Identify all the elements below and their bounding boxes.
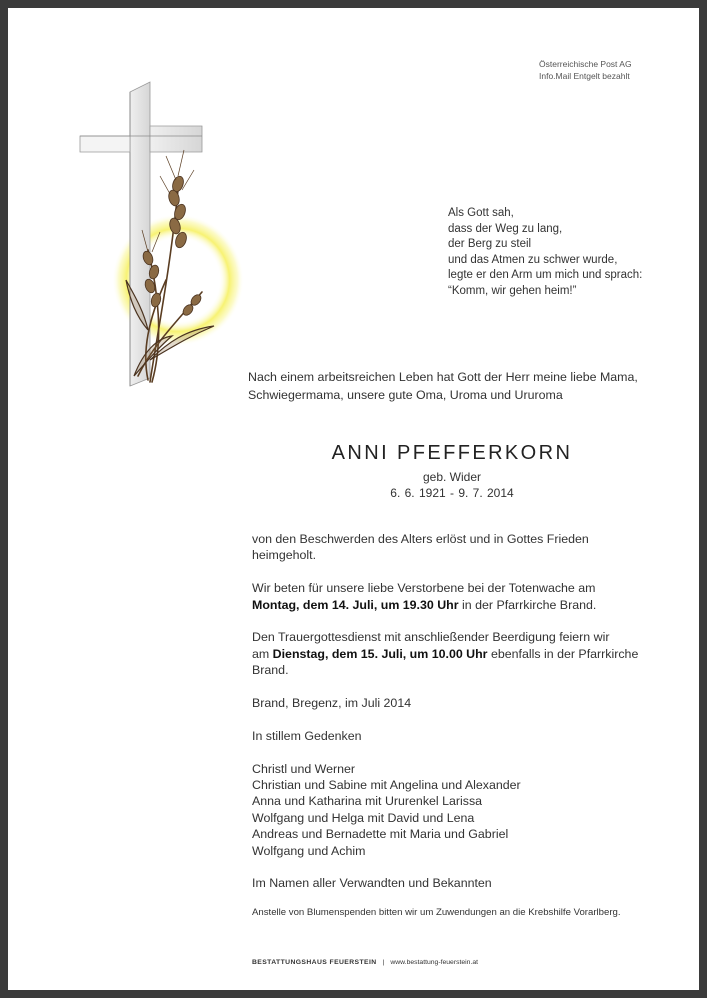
- funeral-date: Dienstag, dem 15. Juli, um 10.00 Uhr: [272, 646, 488, 661]
- cross-with-wheat-icon: [78, 80, 278, 390]
- funeral-line: Den Trauergottesdienst mit anschließender Beerdigung feiern wir: [252, 630, 610, 645]
- wake-location: in der Pfarrkirche Brand.: [458, 597, 597, 612]
- released-line: von den Beschwerden des Alters erlöst und in Gottes Frieden: [252, 532, 589, 546]
- maiden-name: geb. Wider: [422, 470, 482, 484]
- closing-line: Im Namen aller Verwandten und Bekannten: [252, 876, 492, 891]
- footer-url[interactable]: www.bestattung-feuerstein.at: [390, 959, 478, 966]
- poem: [448, 206, 642, 299]
- poem-line: und das Atmen zu schwer wurde,: [448, 253, 618, 266]
- remembrance: In stillem Gedenken: [252, 728, 362, 743]
- announcement-body: [252, 531, 657, 892]
- mourner: Wolfgang und Achim: [252, 843, 366, 858]
- poem-line: der Berg zu steil: [448, 238, 532, 250]
- footer-separator: |: [382, 959, 385, 966]
- mourner: Andreas und Bernadette mit Maria und Gabriel: [252, 827, 509, 842]
- place-date: Brand, Bregenz, im Juli 2014: [252, 696, 412, 711]
- postage-line-2: Info.Mail Entgelt bezahlt: [539, 71, 630, 81]
- life-dates: 6. 6. 1921 - 9. 7. 2014: [390, 486, 514, 500]
- wake-line: Wir beten für unsere liebe Verstorbene bei der Totenwache am: [252, 581, 596, 596]
- obituary-page: [8, 8, 699, 990]
- poem-line: “Komm, wir gehen heim!”: [448, 284, 577, 297]
- footer-brand: BESTATTUNGSHAUS FEUERSTEIN: [252, 959, 377, 966]
- released-line: heimgeholt.: [252, 548, 317, 563]
- donation-note: Anstelle von Blumenspenden bitten wir um Zuwendungen an die Krebshilfe Vorarlberg.: [252, 907, 621, 918]
- mourners-list: [252, 761, 657, 859]
- mourner: Christl und Werner: [252, 761, 356, 776]
- mourner: Wolfgang und Helga mit David und Lena: [252, 810, 475, 825]
- mourner: Christian und Sabine mit Angelina und Alexander: [252, 778, 521, 793]
- funeral-line: Brand.: [252, 663, 289, 678]
- poem-line: dass der Weg zu lang,: [448, 222, 563, 235]
- intro-line: Schwiegermama, unsere gute Oma, Uroma und Ururoma: [248, 388, 563, 402]
- intro-line: Nach einem arbeitsreichen Leben hat Gott der Herr meine liebe Mama,: [248, 370, 638, 384]
- funeral-am: am: [252, 646, 273, 661]
- postage-line-1: Österreichische Post AG: [539, 59, 632, 69]
- poem-line: Als Gott sah,: [448, 207, 514, 219]
- intro-text: [248, 368, 668, 404]
- postage-notice: [539, 58, 632, 82]
- wake-details: [252, 597, 657, 613]
- wake-date: Montag, dem 14. Juli, um 19.30 Uhr: [252, 597, 459, 612]
- poem-line: legte er den Arm um mich und sprach:: [448, 269, 643, 281]
- footer: [252, 959, 478, 966]
- mourner: Anna und Katharina mit Ururenkel Larissa: [252, 794, 483, 809]
- funeral-details: [252, 646, 657, 662]
- deceased-name: ANNI PFEFFERKORN: [331, 442, 573, 464]
- funeral-location: ebenfalls in der Pfarrkirche: [487, 646, 639, 661]
